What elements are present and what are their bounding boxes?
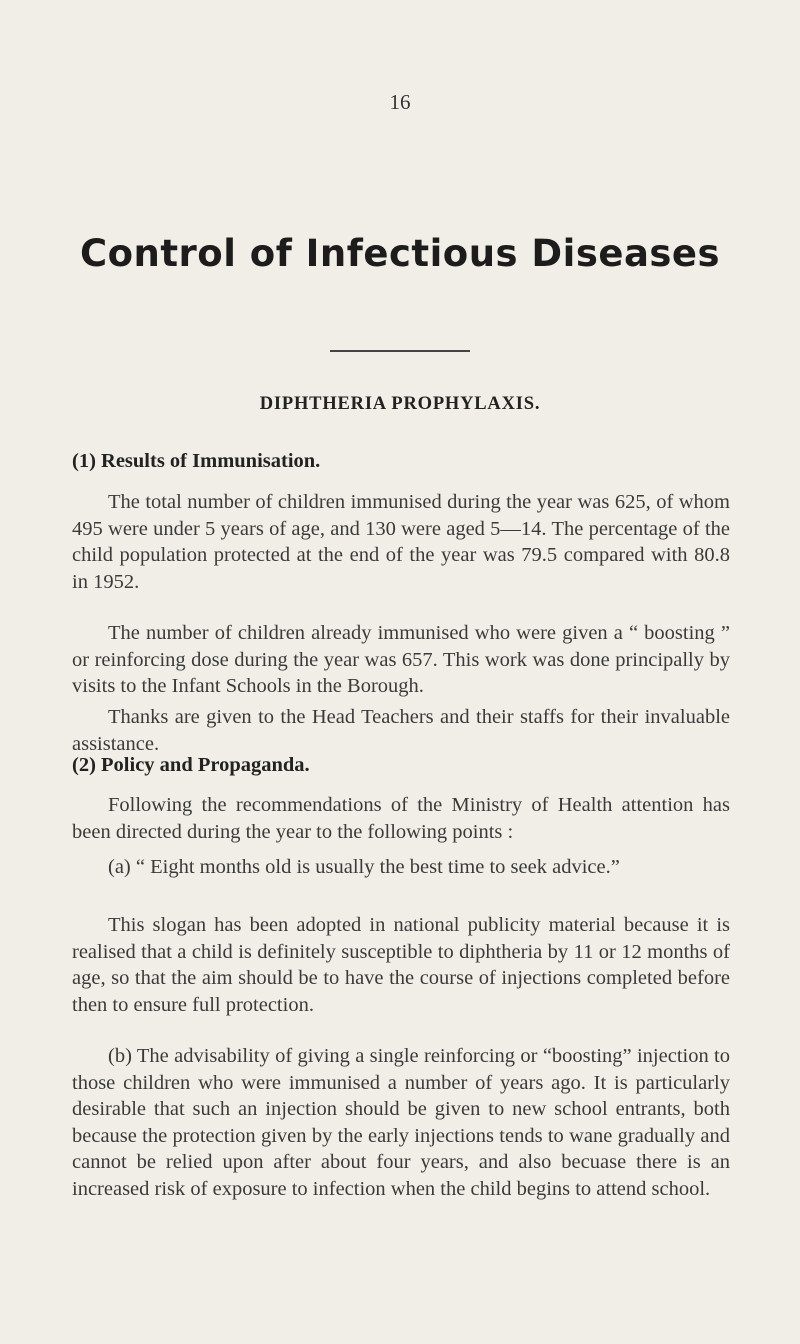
list-item-b: (b) The advisability of giving a single reinforcing or “boosting” injection to those children who were immunised a number of years ago. It is particularly desirable that such an injection should be given to new school entrants, both because the protection given by the early injections tends to wane gradually and cannot be relied upon after about four years, and also becuase there is an increased risk of exposure to infection when the child begins to attend school. — [72, 1045, 730, 1200]
page-title: Control of Infectious Diseases — [79, 232, 721, 275]
paragraph-immunisation-totals: The total number of children immunised during the year was 625, of whom 495 were under 5 years of age, and 130 were aged 5—14. The percentage of the child population protected at the end of the year was 79.5 compared with 80.8 in 1952. — [72, 491, 730, 593]
list-item-a: (a) “ Eight months old is usually the best time to seek advice.” — [108, 856, 620, 878]
title-divider — [330, 350, 470, 352]
paragraph-slogan: This slogan has been adopted in national publicity material because it is realised that a child is definitely susceptible to diphtheria by 11 or 12 months of age, so that the aim should be to have the course of injections completed before then to ensure full protection. — [72, 914, 730, 1016]
subheading-policy: (2) Policy and Propaganda. — [72, 754, 310, 776]
subheading-results: (1) Results of Immunisation. — [72, 450, 321, 472]
page-number: 16 — [389, 90, 411, 114]
paragraph-ministry-recommendations: Following the recommendations of the Ministry of Health attention has been directed during the year to the following points : — [72, 794, 730, 843]
paragraph-boosting-dose: The number of children already immunised who were given a “ boosting ” or reinforcing dose during the year was 657. This work was done principally by visits to the Infant Schools in the Borough. — [72, 622, 730, 697]
section-heading: DIPHTHERIA PROPHYLAXIS. — [259, 394, 541, 414]
paragraph-thanks: Thanks are given to the Head Teachers and their staffs for their invaluable assistance. — [72, 706, 730, 755]
